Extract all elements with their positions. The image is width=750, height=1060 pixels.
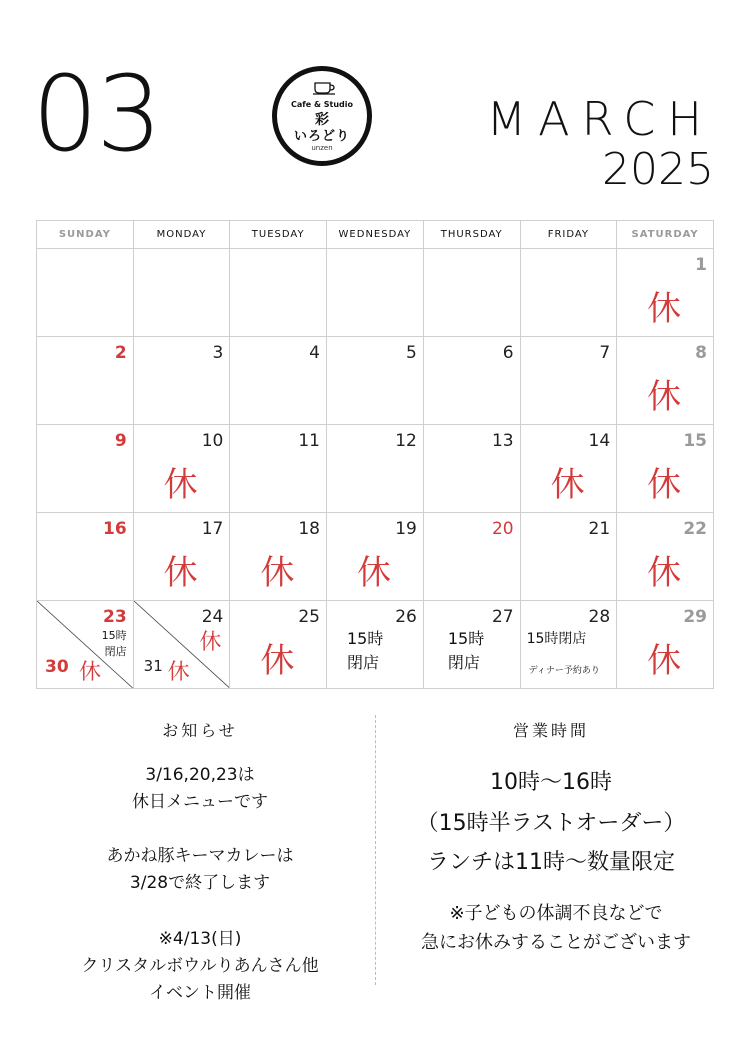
weekday-thursday: THURSDAY bbox=[423, 221, 520, 249]
day-number: 4 bbox=[309, 343, 320, 363]
day-number: 16 bbox=[103, 519, 127, 539]
coffee-cup-icon bbox=[313, 81, 337, 95]
day-cell bbox=[617, 337, 714, 425]
early-close-note: 15時 bbox=[101, 629, 127, 642]
caution-text: ※子どもの体調不良などで bbox=[449, 903, 663, 924]
day-number: 2 bbox=[114, 343, 127, 363]
day-cell bbox=[617, 249, 714, 337]
closed-mark: 休 bbox=[163, 465, 198, 505]
weekday-monday: MONDAY bbox=[133, 221, 230, 249]
closed-mark: 休 bbox=[163, 553, 198, 593]
day-cell bbox=[133, 425, 230, 513]
month-name: MARCH bbox=[486, 92, 714, 146]
week-row bbox=[37, 249, 714, 337]
notice-text: クリスタルボウルりあんさん他 bbox=[81, 956, 319, 977]
empty-day-cell bbox=[520, 249, 617, 337]
notice-text: イベント開催 bbox=[149, 983, 251, 1004]
day-number: 28 bbox=[588, 607, 611, 627]
day-cell bbox=[230, 425, 327, 513]
day-cell bbox=[230, 601, 327, 689]
day-cell bbox=[133, 513, 230, 601]
day-cell bbox=[520, 337, 617, 425]
day-number: 15 bbox=[683, 431, 707, 451]
day-number: 27 bbox=[491, 607, 514, 627]
day-number: 30 bbox=[45, 657, 69, 677]
day-cell bbox=[617, 425, 714, 513]
early-close-note: 閉店 bbox=[104, 645, 127, 658]
caution-text: 急にお休みすることがございます bbox=[421, 931, 691, 953]
notice-item bbox=[50, 926, 350, 1008]
hours-text: 10時〜16時 bbox=[490, 770, 612, 795]
notice-text: ※4/13(日) bbox=[158, 929, 242, 949]
empty-day-cell bbox=[423, 249, 520, 337]
day-cell bbox=[520, 601, 617, 689]
week-row bbox=[37, 337, 714, 425]
notice-item bbox=[50, 762, 350, 816]
week-row bbox=[37, 425, 714, 513]
notice-text: 休日メニューです bbox=[132, 792, 268, 813]
day-cell bbox=[423, 513, 520, 601]
day-number: 25 bbox=[298, 607, 320, 627]
notice-text: 3/28で終了します bbox=[129, 873, 271, 894]
week-row bbox=[37, 513, 714, 601]
empty-day-cell bbox=[133, 249, 230, 337]
closed-mark: 休 bbox=[647, 553, 682, 593]
day-cell bbox=[327, 425, 424, 513]
early-close-note: 15時閉店 bbox=[526, 631, 587, 647]
month-number: 03 bbox=[32, 53, 161, 175]
lunch-note: ランチは11時〜数量限定 bbox=[427, 850, 675, 875]
weekday-saturday: SATURDAY bbox=[617, 221, 714, 249]
early-close-note: 閉店 bbox=[447, 653, 480, 672]
day-cell bbox=[230, 337, 327, 425]
day-number: 26 bbox=[395, 607, 417, 627]
day-cell bbox=[423, 425, 520, 513]
day-number: 21 bbox=[588, 519, 611, 539]
cafe-logo bbox=[272, 66, 372, 166]
day-number: 18 bbox=[298, 519, 320, 539]
logo-brand: Cafe & Studio bbox=[291, 100, 353, 109]
notice-text: あかね豚キーマカレーは bbox=[106, 846, 294, 866]
day-cell bbox=[617, 513, 714, 601]
day-number: 7 bbox=[599, 343, 611, 363]
day-cell bbox=[37, 337, 134, 425]
day-cell bbox=[37, 425, 134, 513]
day-cell bbox=[37, 513, 134, 601]
closed-mark: 休 bbox=[260, 553, 295, 593]
closed-mark: 休 bbox=[167, 660, 190, 685]
early-close-note: 15時 bbox=[347, 629, 384, 648]
day-number: 23 bbox=[103, 607, 127, 627]
closed-mark: 休 bbox=[647, 289, 682, 329]
day-number: 11 bbox=[298, 431, 320, 451]
year: 2025 bbox=[602, 144, 714, 195]
notice-text: 3/16,20,23は bbox=[145, 765, 255, 785]
day-number: 14 bbox=[588, 431, 611, 451]
day-cell bbox=[423, 601, 520, 689]
closed-mark: 休 bbox=[199, 630, 222, 655]
day-number: 19 bbox=[395, 519, 417, 539]
closed-mark: 休 bbox=[647, 465, 682, 505]
dinner-reservation-note: ディナー予約あり bbox=[528, 666, 600, 676]
day-number: 10 bbox=[201, 431, 224, 451]
day-number: 31 bbox=[143, 657, 163, 675]
closed-mark: 休 bbox=[550, 465, 585, 505]
day-number: 3 bbox=[212, 343, 224, 363]
day-cell bbox=[133, 337, 230, 425]
day-number: 5 bbox=[406, 343, 417, 363]
weekday-friday: FRIDAY bbox=[520, 221, 617, 249]
weekday-sunday: SUNDAY bbox=[37, 221, 134, 249]
day-number: 17 bbox=[201, 519, 224, 539]
closed-mark: 休 bbox=[647, 377, 682, 417]
weekday-tuesday: TUESDAY bbox=[230, 221, 327, 249]
notice-item bbox=[50, 843, 350, 897]
logo-kanji: 彩 bbox=[315, 112, 329, 128]
day-cell bbox=[230, 513, 327, 601]
day-number: 13 bbox=[491, 431, 514, 451]
day-cell bbox=[520, 513, 617, 601]
day-number: 12 bbox=[395, 431, 417, 451]
day-number: 8 bbox=[695, 343, 707, 363]
day-cell bbox=[423, 337, 520, 425]
empty-day-cell bbox=[37, 249, 134, 337]
logo-sub: unzen bbox=[311, 144, 333, 152]
closed-mark: 休 bbox=[357, 553, 391, 593]
day-number: 20 bbox=[491, 519, 514, 539]
hours-last-order: （15時半ラストオーダー） bbox=[416, 811, 686, 836]
logo-kana: いろどり bbox=[293, 129, 350, 144]
week-row bbox=[37, 601, 714, 689]
closed-mark: 休 bbox=[260, 641, 295, 681]
empty-day-cell bbox=[230, 249, 327, 337]
day-cell bbox=[327, 337, 424, 425]
day-number: 9 bbox=[114, 431, 127, 451]
weekday-wednesday: WEDNESDAY bbox=[327, 221, 424, 249]
day-number: 6 bbox=[502, 343, 514, 363]
day-cell bbox=[327, 513, 424, 601]
day-number: 29 bbox=[683, 607, 707, 627]
split-day-cell bbox=[133, 601, 230, 689]
calendar-grid bbox=[36, 220, 714, 689]
closed-mark: 休 bbox=[79, 660, 102, 685]
notice-title: お知らせ bbox=[162, 721, 238, 740]
caution-note bbox=[376, 900, 736, 958]
day-number: 1 bbox=[695, 255, 707, 275]
hours-title: 営業時間 bbox=[512, 721, 589, 740]
early-close-note: 閉店 bbox=[347, 653, 380, 672]
day-cell bbox=[327, 601, 424, 689]
early-close-note: 15時 bbox=[447, 629, 485, 648]
weekday-header-row bbox=[37, 221, 714, 249]
day-cell bbox=[617, 601, 714, 689]
split-day-cell bbox=[37, 601, 134, 689]
day-number: 22 bbox=[683, 519, 707, 539]
empty-day-cell bbox=[327, 249, 424, 337]
closed-mark: 休 bbox=[647, 641, 682, 681]
day-number: 24 bbox=[201, 607, 224, 627]
day-cell bbox=[520, 425, 617, 513]
